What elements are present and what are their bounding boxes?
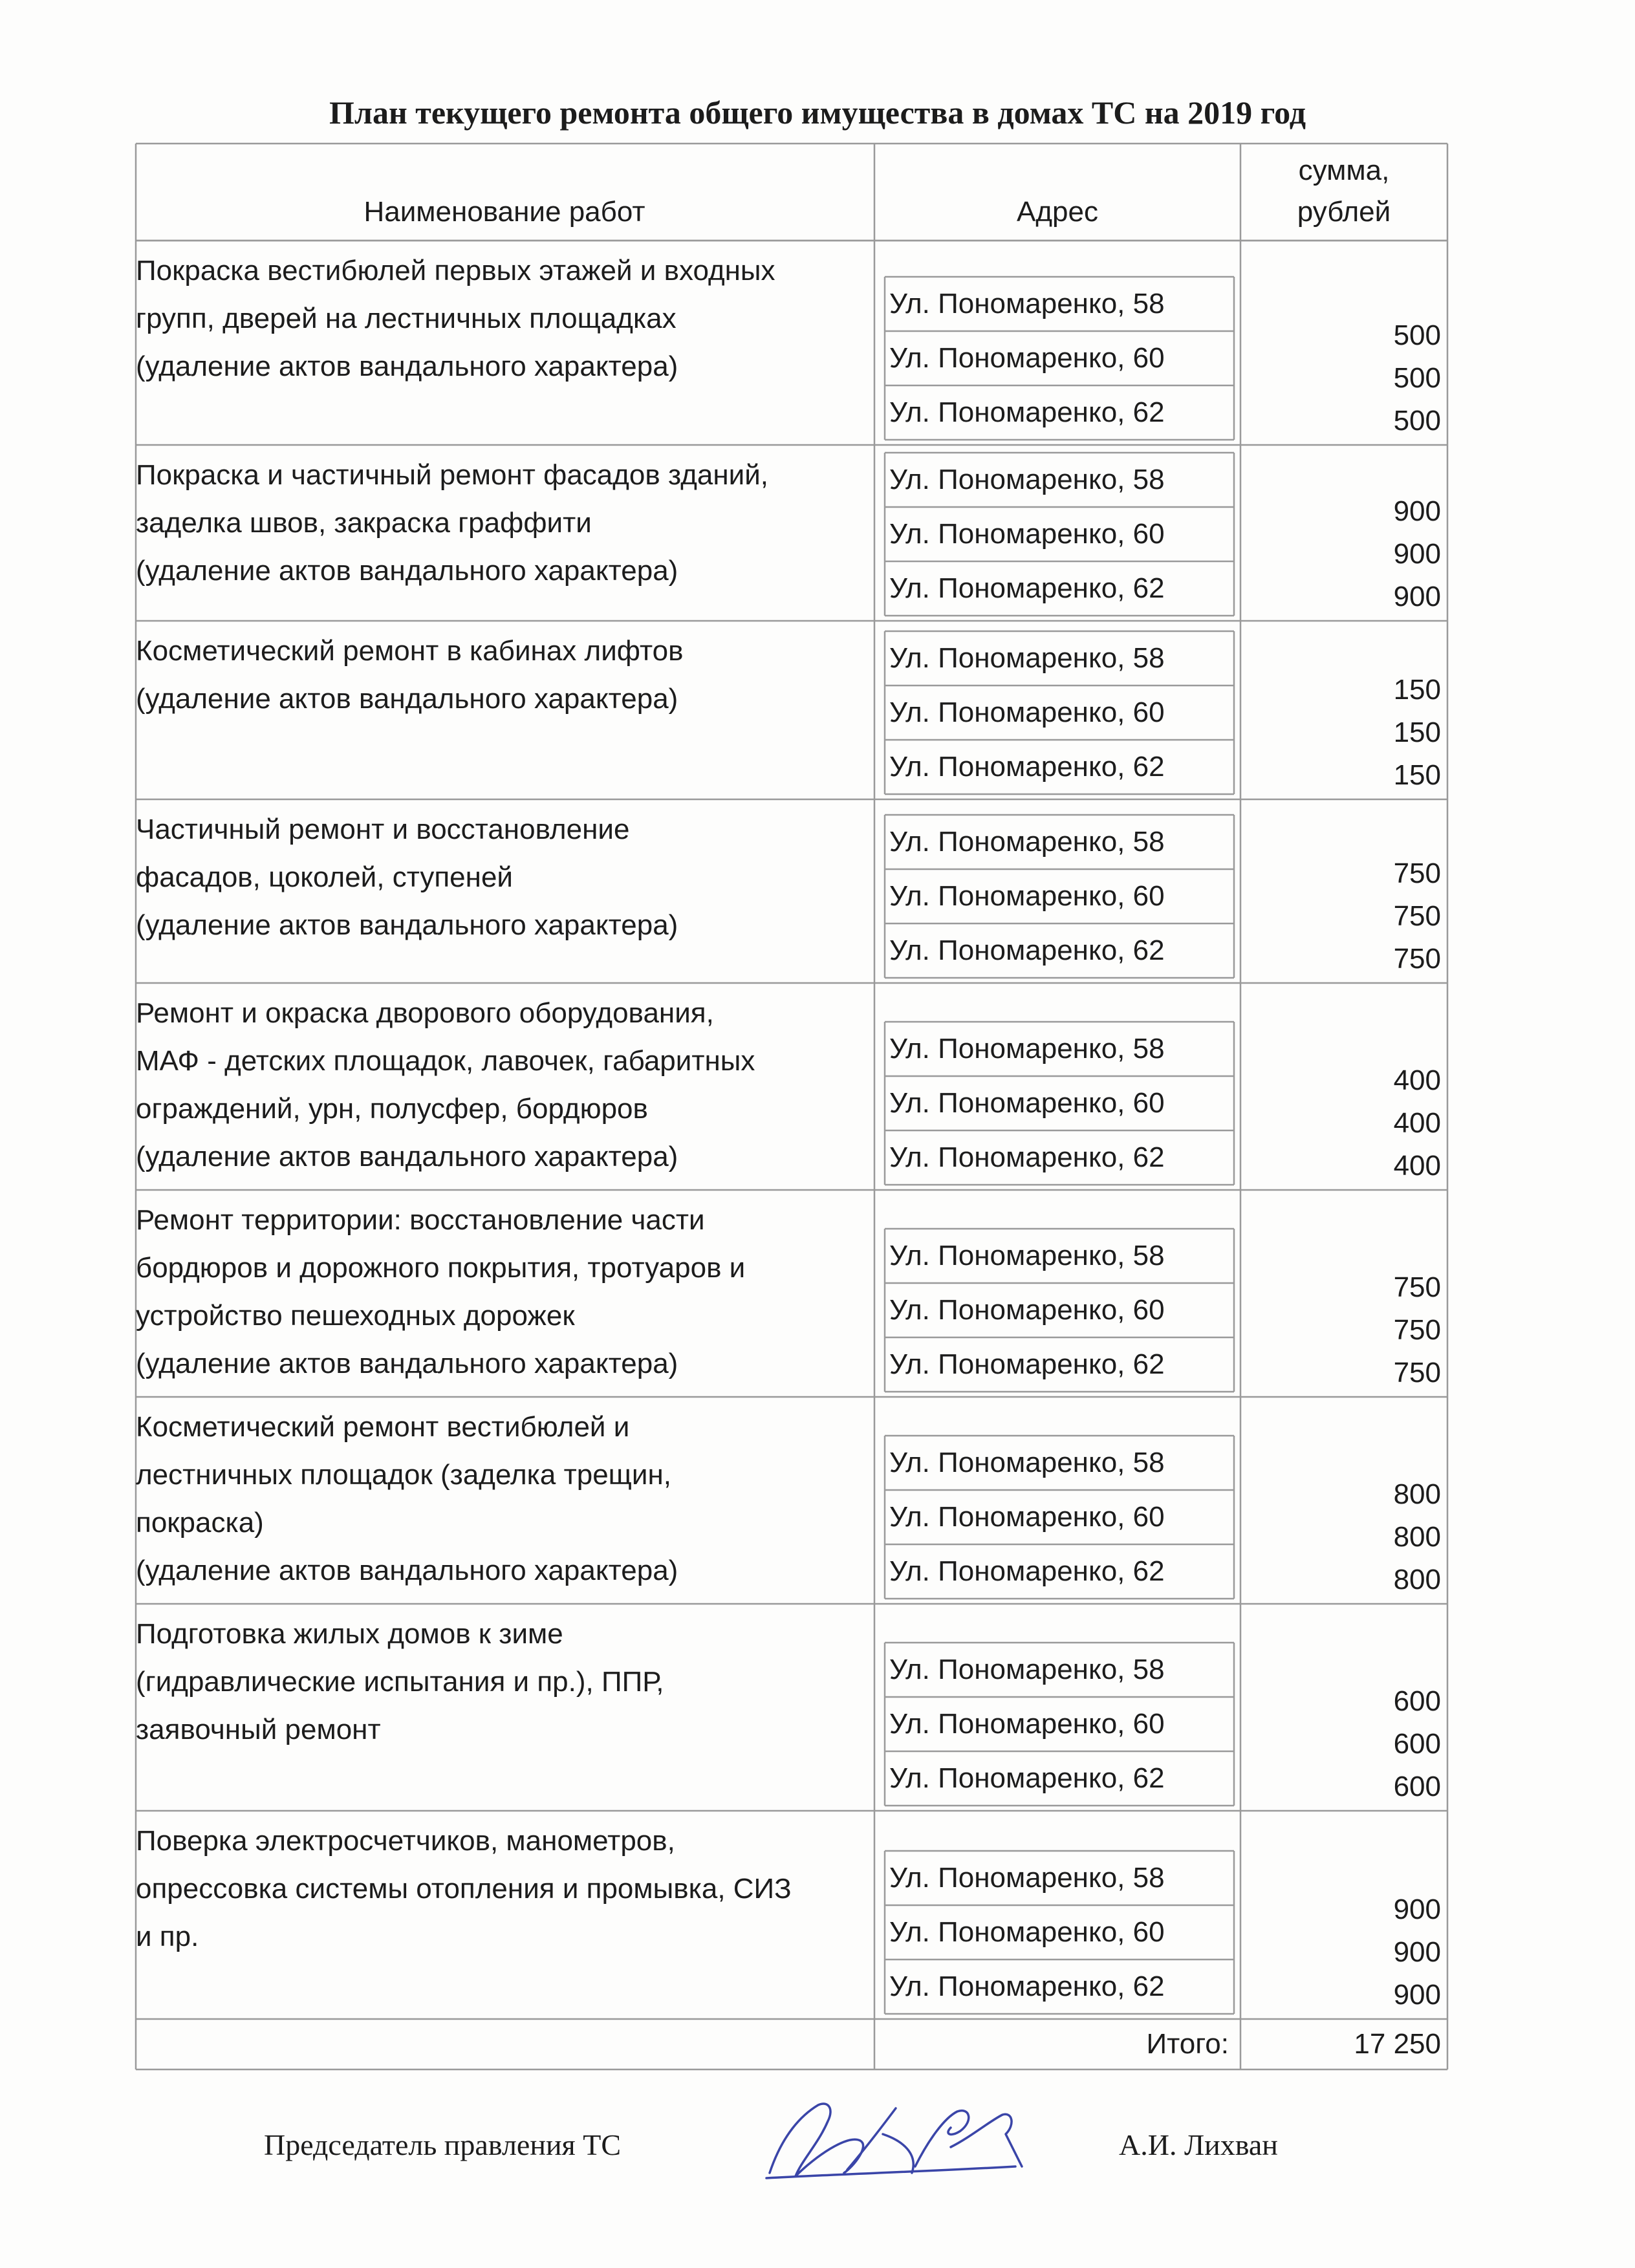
address-cell: Ул. Пономаренко, 62 <box>889 1348 1165 1380</box>
amount-cell: 400 <box>1393 1107 1441 1139</box>
amount-cell: 400 <box>1393 1064 1441 1096</box>
amount-cell: 150 <box>1393 759 1441 791</box>
amount-cell: 150 <box>1393 717 1441 748</box>
amount-cell: 750 <box>1393 1314 1441 1346</box>
work-description-line: групп, дверей на лестничных площадках <box>136 303 677 334</box>
address-cell: Ул. Пономаренко, 62 <box>889 1971 1165 2002</box>
amount-cell: 800 <box>1393 1521 1441 1553</box>
header-sum-line1: сумма, <box>1298 155 1390 186</box>
work-description-line: Подготовка жилых домов к зиме <box>136 1618 563 1650</box>
amount-cell: 750 <box>1393 1357 1441 1388</box>
amount-cell: 500 <box>1393 405 1441 437</box>
signer-name: А.И. Лихван <box>1119 2128 1278 2161</box>
address-cell: Ул. Пономаренко, 58 <box>889 1033 1165 1064</box>
total-label: Итого: <box>1146 2028 1229 2060</box>
signer-position: Председатель правления ТС <box>264 2128 621 2161</box>
work-description-line: (удаление актов вандального характера) <box>136 1141 678 1172</box>
address-cell: Ул. Пономаренко, 60 <box>889 518 1165 550</box>
address-cell: Ул. Пономаренко, 60 <box>889 342 1165 374</box>
work-description-line: заявочный ремонт <box>136 1714 381 1745</box>
address-cell: Ул. Пономаренко, 62 <box>889 396 1165 428</box>
work-description-line: (удаление актов вандального характера) <box>136 555 678 587</box>
work-description-line: (гидравлические испытания и пр.), ППР, <box>136 1666 664 1698</box>
work-description-line: устройство пешеходных дорожек <box>136 1300 575 1332</box>
address-cell: Ул. Пономаренко, 62 <box>889 1555 1165 1587</box>
amount-cell: 750 <box>1393 858 1441 889</box>
work-description-line: (удаление актов вандального характера) <box>136 909 678 941</box>
amount-cell: 900 <box>1393 581 1441 612</box>
amount-cell: 900 <box>1393 1979 1441 2011</box>
work-description-line: Покраска вестибюлей первых этажей и входных <box>136 255 775 286</box>
document-title: План текущего ремонта общего имущества в домах ТС на 2019 год <box>329 94 1306 131</box>
work-description-line: покраска) <box>136 1507 264 1539</box>
work-description-line: и пр. <box>136 1921 199 1952</box>
work-description-line: (удаление актов вандального характера) <box>136 1555 678 1586</box>
address-cell: Ул. Пономаренко, 62 <box>889 934 1165 966</box>
address-cell: Ул. Пономаренко, 62 <box>889 751 1165 783</box>
amount-cell: 800 <box>1393 1564 1441 1595</box>
address-cell: Ул. Пономаренко, 60 <box>889 1501 1165 1533</box>
address-cell: Ул. Пономаренко, 62 <box>889 1762 1165 1794</box>
amount-cell: 600 <box>1393 1771 1441 1802</box>
amount-cell: 900 <box>1393 1936 1441 1968</box>
work-description-line: Поверка электросчетчиков, манометров, <box>136 1825 675 1857</box>
work-description-line: Косметический ремонт в кабинах лифтов <box>136 635 684 667</box>
address-cell: Ул. Пономаренко, 58 <box>889 1654 1165 1685</box>
address-cell: Ул. Пономаренко, 58 <box>889 464 1165 495</box>
address-cell: Ул. Пономаренко, 58 <box>889 1862 1165 1894</box>
amount-cell: 900 <box>1393 538 1441 570</box>
work-description-line: (удаление актов вандального характера) <box>136 683 678 715</box>
handwritten-signature <box>757 2095 1041 2186</box>
work-description-line: фасадов, цоколей, ступеней <box>136 861 513 893</box>
header-address: Адрес <box>1017 196 1098 228</box>
amount-cell: 750 <box>1393 900 1441 932</box>
total-value: 17 250 <box>1354 2028 1441 2060</box>
work-description-line: бордюров и дорожного покрытия, тротуаров и <box>136 1252 746 1284</box>
work-description-line: опрессовка системы отопления и промывка, СИЗ <box>136 1873 792 1905</box>
work-description-line: лестничных площадок (заделка трещин, <box>136 1459 671 1491</box>
work-description-line: (удаление актов вандального характера) <box>136 351 678 382</box>
amount-cell: 600 <box>1393 1728 1441 1760</box>
amount-cell: 600 <box>1393 1685 1441 1717</box>
work-description-line: заделка швов, закраска граффити <box>136 507 592 539</box>
address-cell: Ул. Пономаренко, 60 <box>889 1087 1165 1119</box>
work-description-line: ограждений, урн, полусфер, бордюров <box>136 1093 648 1125</box>
amount-cell: 800 <box>1393 1478 1441 1510</box>
work-description-line: Ремонт территории: восстановление части <box>136 1204 705 1236</box>
header-work: Наименование работ <box>363 196 645 228</box>
amount-cell: 750 <box>1393 943 1441 975</box>
address-cell: Ул. Пономаренко, 60 <box>889 697 1165 728</box>
address-cell: Ул. Пономаренко, 58 <box>889 826 1165 858</box>
work-description-line: МАФ - детских площадок, лавочек, габаритных <box>136 1045 755 1077</box>
address-cell: Ул. Пономаренко, 60 <box>889 1294 1165 1326</box>
amount-cell: 500 <box>1393 362 1441 394</box>
work-description-line: Частичный ремонт и восстановление <box>136 814 630 845</box>
work-description-line: Косметический ремонт вестибюлей и <box>136 1411 630 1443</box>
address-cell: Ул. Пономаренко, 58 <box>889 1240 1165 1271</box>
amount-cell: 400 <box>1393 1150 1441 1182</box>
address-cell: Ул. Пономаренко, 58 <box>889 1447 1165 1478</box>
amount-cell: 150 <box>1393 674 1441 706</box>
amount-cell: 750 <box>1393 1271 1441 1303</box>
amount-cell: 900 <box>1393 1894 1441 1925</box>
work-description-line: Ремонт и окраска дворового оборудования, <box>136 997 714 1029</box>
work-description-line: (удаление актов вандального характера) <box>136 1348 678 1379</box>
address-cell: Ул. Пономаренко, 58 <box>889 288 1165 319</box>
header-sum-line2: рублей <box>1297 196 1391 228</box>
address-cell: Ул. Пономаренко, 62 <box>889 572 1165 604</box>
address-cell: Ул. Пономаренко, 58 <box>889 642 1165 674</box>
amount-cell: 900 <box>1393 495 1441 527</box>
work-description-line: Покраска и частичный ремонт фасадов зданий, <box>136 459 769 491</box>
amount-cell: 500 <box>1393 319 1441 351</box>
address-cell: Ул. Пономаренко, 62 <box>889 1141 1165 1173</box>
address-cell: Ул. Пономаренко, 60 <box>889 880 1165 912</box>
address-cell: Ул. Пономаренко, 60 <box>889 1916 1165 1948</box>
address-cell: Ул. Пономаренко, 60 <box>889 1708 1165 1740</box>
